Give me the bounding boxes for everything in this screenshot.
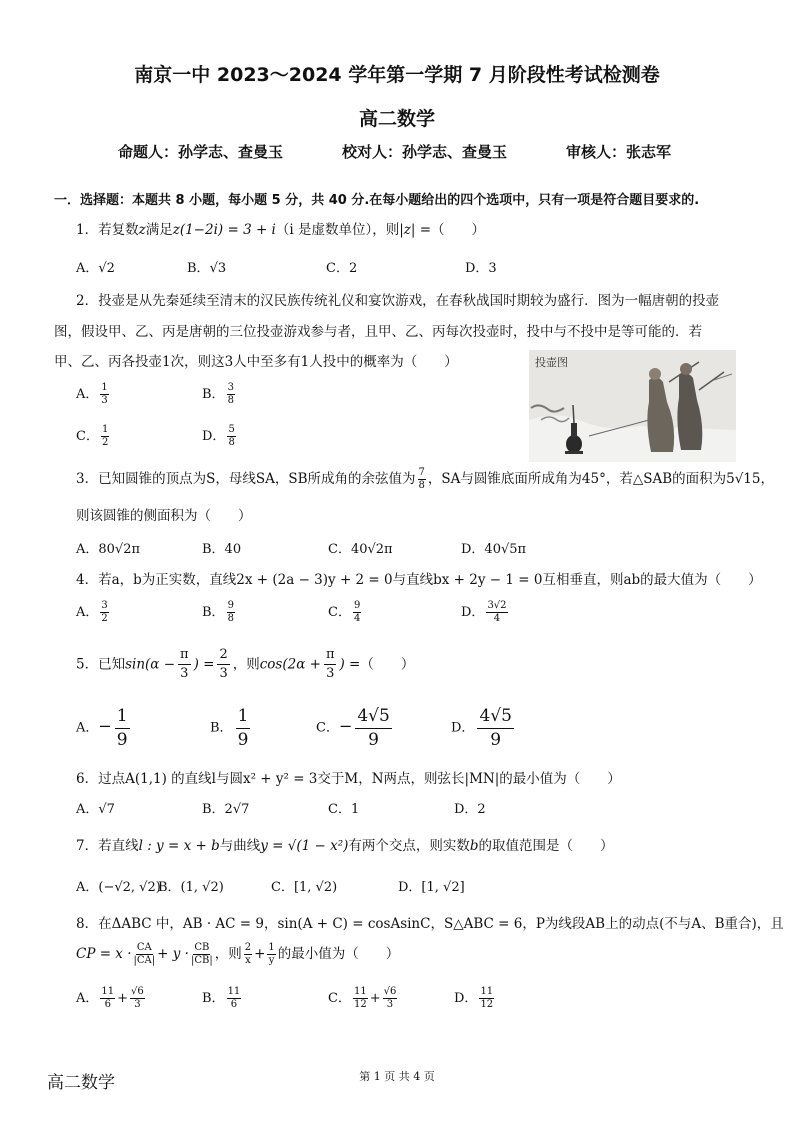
question-3-line-1: 3．已知圆锥的顶点为S，母线SA，SB所成角的余弦值为 $\frac{7}{8}$ ，SA与圆锥底面所成角为45°，若△SAB的面积为5√15， [76,467,774,491]
q6-option-d: D．2 [454,802,486,817]
q5-option-d: D． $\frac{4√5}{9}$ [451,706,512,750]
q2-option-c: C． $\frac{1}{2}$ [76,424,109,448]
exam-title: 南京一中 2023～2024 学年第一学期 7 月阶段性考试检测卷 [134,64,660,86]
question-2-line-3: 甲、乙、丙各投壶1次，则这3人中至多有1人投中的概率为（ ） [54,354,458,370]
question-4-stem: 4．若a，b为正实数，直线2x + (2a − 3)y + 2 = 0与直线bx + 2y − 1 = 0互相垂直，则ab的最大值为（ ） [76,572,762,588]
q4-option-b: B． $\frac{9}{8}$ [202,600,234,624]
page-number: 第 1 页 共 4 页 [359,1070,435,1083]
q1-option-c: C．2 [326,261,358,276]
q6-option-a: A．√7 [76,802,115,817]
q8-option-d: D． $\frac{11}{12}$ [454,986,494,1010]
q4-option-c: C． $\frac{9}{4}$ [328,600,361,624]
painting-caption: 投壶图 [535,356,568,369]
q6-option-b: B．2√7 [202,802,250,817]
question-2-line-2: 图，假设甲、乙、丙是唐朝的三位投壶游戏参与者，且甲、乙、丙每次投壶时，投中与不投中是等可能的．若 [54,324,702,340]
question-7-stem: 7．若直线l : y = x + b与曲线y = √(1 − x²)有两个交点，则实数b的取值范围是（ ） [76,838,614,854]
q3-option-b: B．40 [202,542,242,557]
q3-option-c: C．40√2π [328,542,393,557]
q5-option-c: C．− $\frac{4√5}{9}$ [316,706,390,750]
q4-option-a: A． $\frac{3}{2}$ [76,600,108,624]
question-1-stem: 1．若复数z满足z(1−2i) = 3 + i（i 是虚数单位），则|z| =（ ） [76,222,486,238]
exam-subject: 高二数学 [358,108,435,130]
q7-option-b: B．(1, √2) [158,880,224,895]
question-6-stem: 6．过点A(1,1) 的直线l与圆x² + y² = 3交于M，N两点，则弦长|MN|的最小值为（ ） [76,771,621,787]
question-3-line-2: 则该圆锥的侧面积为（ ） [76,508,252,524]
q5-option-a: A．− $\frac{1}{9}$ [76,706,128,750]
q6-option-c: C．1 [328,802,360,817]
q2-option-b: B． $\frac{3}{8}$ [202,382,234,406]
reviewer-label: 审核人：张志军 [566,143,672,161]
q1-option-d: D．3 [465,261,497,276]
proofreader-label: 校对人：孙学志、查曼玉 [342,143,508,161]
q7-option-d: D．[1, √2] [398,880,465,895]
q3-option-a: A．80√2π [76,542,141,557]
question-8-line-1: 8．在ΔABC 中，AB · AC = 9，sin(A + C) = cosAsinC，S△ABC = 6，P为线段AB上的动点(不与A、B重合)，且 [76,916,784,932]
touhu-painting-illustration [529,350,736,462]
footer-subject: 高二数学 [47,1073,115,1093]
q1-option-b: B．√3 [187,261,227,276]
q7-option-a: A．(−√2, √2) [76,880,161,895]
q4-option-d: D． $\frac{3√2}{4}$ [461,600,507,624]
q8-option-c: C． $\frac{11}{12}$ + $\frac{√6}{3}$ [328,986,397,1010]
question-2-line-1: 2．投壶是从先秦延续至清末的汉民族传统礼仪和宴饮游戏，在春秋战国时期较为盛行．图为一幅唐朝的投壶 [76,293,720,309]
q8-option-b: B． $\frac{11}{6}$ [202,986,241,1010]
q3-option-d: D．40√5π [461,542,527,557]
setter-label: 命题人：孙学志、查曼玉 [118,143,284,161]
question-5-stem: 5．已知sin(α − $\frac{\pi}{3}$ ) = $\frac{2}{3}$ ，则cos(2α + $\frac{\pi}{3}$ ) =（ ） [76,647,415,682]
touhu-painting-image [529,350,736,462]
q2-option-d: D． $\frac{5}{8}$ [202,424,235,448]
q1-option-a: A．√2 [76,261,115,276]
q2-option-a: A． $\frac{1}{3}$ [76,382,108,406]
section-heading: 一．选择题：本题共 8 小题，每小题 5 分，共 40 分.在每小题给出的四个选项中，只有一项是符合题目要求的. [54,193,700,208]
q7-option-c: C．[1, √2) [271,880,338,895]
q8-option-a: A． $\frac{11}{6}$ + $\frac{√6}{3}$ [76,986,144,1010]
question-8-line-2: CP = x · $\frac{CA}{|CA|}$ + y · $\frac{CB}{|CB|}$ ，则 $\frac{2}{x}$ + $\frac{1}{y}$ 的最小值为（ ） [76,942,400,966]
q5-option-b: B． $\frac{1}{9}$ [210,706,249,750]
